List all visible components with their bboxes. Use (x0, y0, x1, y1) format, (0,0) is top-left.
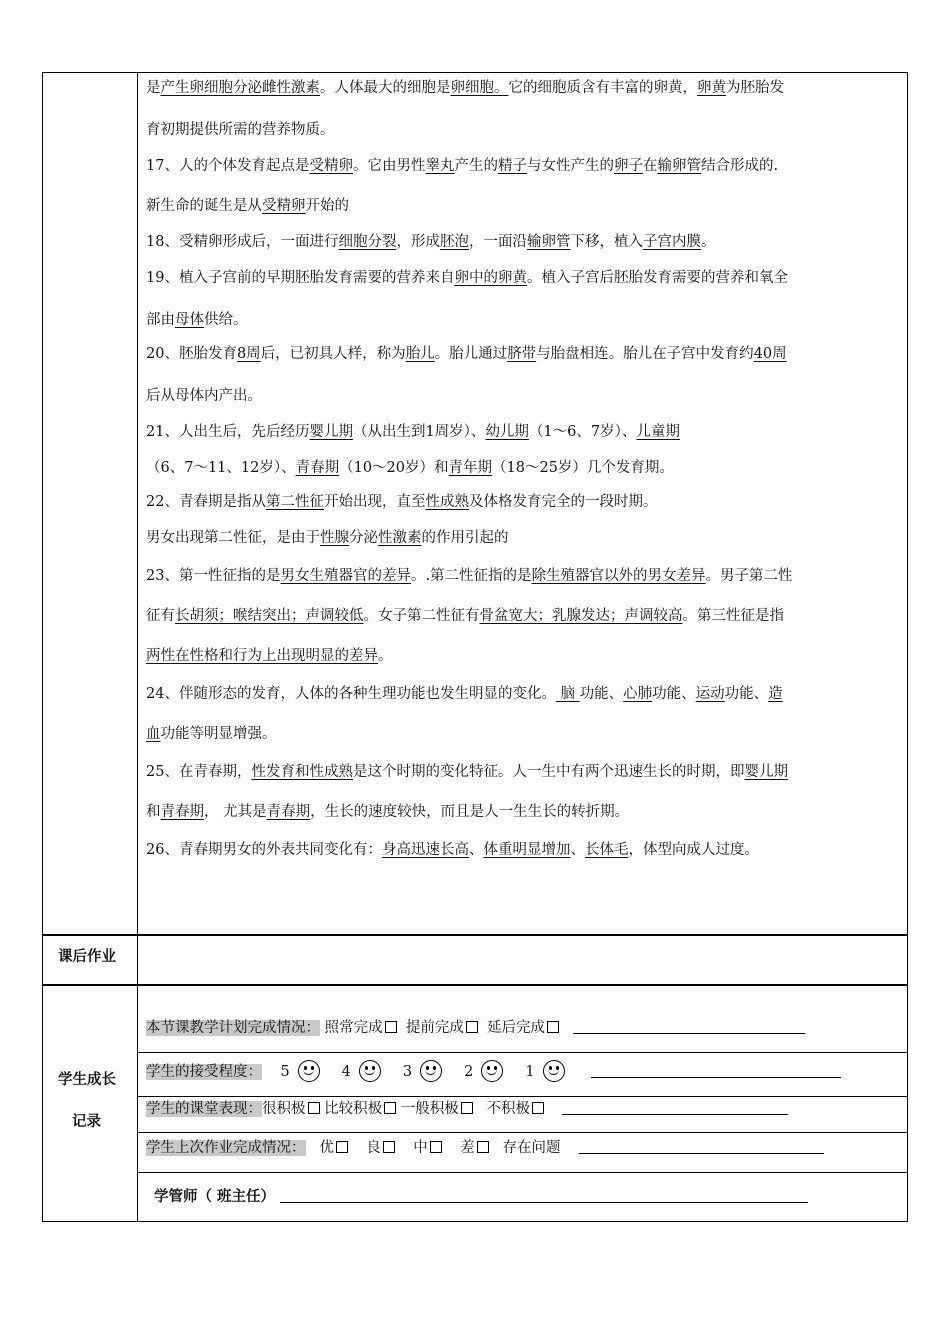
score-1: 1 (525, 1064, 535, 1080)
answer-text: 细胞分裂 (338, 234, 397, 250)
content-text: 、 (468, 842, 484, 858)
content-text: （18～25岁）几个发育期。 (492, 460, 674, 476)
answer-text: 除生殖器官以外的男女差异 (531, 568, 706, 584)
option-early: 提前完成 (405, 1020, 464, 1036)
checkbox-fairly-active[interactable] (384, 1102, 396, 1114)
content-line (146, 840, 896, 860)
answer-text: 身高迅速长高 (381, 842, 469, 858)
option-excellent: 优 (319, 1140, 334, 1156)
content-line (146, 156, 896, 176)
answer-text: 青春期 (266, 804, 311, 820)
content-line (146, 802, 896, 822)
answer-text: 40周 (753, 346, 787, 362)
answer-text: 8周 (236, 346, 261, 362)
content-text: 及体格发育完全的一段时期。 (468, 494, 658, 510)
content-text: 结合形成的. (700, 158, 779, 174)
score-5: 5 (280, 1064, 290, 1080)
answer-text: 睾丸 (425, 158, 455, 174)
answer-text: 卵中的卵黄 (454, 270, 527, 286)
teacher-signature-field[interactable] (280, 1202, 808, 1203)
answer-text: 性成熟 (425, 494, 469, 510)
answer-text: 卵子 (613, 158, 643, 174)
content-text: ，形成 (396, 234, 440, 250)
answer-text: 骨盆宽大；乳腺发达；声调较高 (479, 608, 683, 624)
answer-text: 心肺 (623, 686, 653, 702)
content-line (146, 646, 896, 666)
content-line (146, 310, 896, 330)
answer-text: 运动 (695, 686, 725, 702)
content-text: 为胚胎发 (726, 80, 784, 96)
content-text: ，生长的速度较快，而且是人一生生长的转折期。 (310, 804, 630, 820)
option-inactive: 不积极 (486, 1101, 531, 1117)
content-text: 开始的 (305, 198, 349, 214)
content-line (146, 232, 896, 252)
answer-text: 受精卵 (262, 198, 306, 214)
content-line (146, 458, 896, 478)
acceptance-row (146, 1060, 841, 1082)
content-text: 18、受精卵形成后，一面进行 (146, 234, 339, 250)
answer-text: 输卵管 (526, 234, 571, 250)
table-border-left (42, 72, 43, 1222)
content-text: 是 (146, 80, 161, 96)
plan-completion-label: 本节课教学计划完成情况： (146, 1020, 320, 1036)
content-text: 。植入子宫后胚胎发育需要的营养和氧全 (526, 270, 788, 286)
content-line (146, 724, 896, 744)
row-divider-growth-top (42, 984, 908, 986)
content-text: 。女子第二性征有 (363, 608, 480, 624)
content-text: 17、人的个体发育起点是 (146, 158, 310, 174)
content-text: 功能、 (652, 686, 696, 702)
content-text: 与胎盘相连。胎儿在子宫中发育约 (536, 346, 754, 362)
homework-completion-row (146, 1138, 824, 1158)
answer-text: 性腺 (320, 530, 349, 546)
smiley-icon[interactable] (420, 1060, 442, 1082)
checkbox-poor[interactable] (477, 1141, 489, 1153)
content-text: 男女出现第二性征，是由于 (146, 530, 320, 546)
content-text: 26、青春期男女的外表共同变化有： (146, 842, 382, 858)
answer-text: 长体毛 (584, 842, 629, 858)
checkbox-normal[interactable] (385, 1021, 397, 1033)
score-4: 4 (341, 1064, 351, 1080)
plan-notes-field[interactable] (573, 1033, 805, 1034)
content-line (146, 196, 896, 216)
table-border-right (907, 72, 908, 1222)
option-late: 延后完成 (487, 1020, 546, 1036)
answer-text: 青春期 (160, 804, 204, 820)
issues-label: 存在问题 (502, 1140, 561, 1156)
content-text: 25、在青春期， (146, 764, 252, 780)
content-text: （1～6、7岁）、 (528, 424, 637, 440)
table-column-divider (137, 72, 138, 1222)
content-line (146, 528, 896, 548)
answer-text: 产生卵细胞分泌雌性激素 (160, 80, 320, 96)
answer-text: 胚泡 (439, 234, 469, 250)
content-text: 24、伴随形态的发育，人体的各种生理功能也发生明显的变化。 (146, 686, 556, 702)
content-line (146, 120, 896, 140)
content-text: 。它由男性 (352, 158, 426, 174)
answer-text: 输卵管 (657, 158, 701, 174)
content-text: 。 (378, 648, 393, 664)
content-text: 的作用引起的 (421, 530, 509, 546)
row-divider-homework-top (42, 934, 908, 936)
content-line (146, 566, 896, 586)
checkbox-fair[interactable] (430, 1141, 442, 1153)
content-text: 新生命的诞生是从 (146, 198, 262, 214)
plan-completion-row (146, 1018, 805, 1038)
option-fair: 中 (413, 1140, 428, 1156)
content-text: （从出生到1周岁）、 (352, 424, 486, 440)
content-line (146, 344, 896, 364)
content-text: 下移，植入 (570, 234, 643, 250)
content-text: 。男子第二性 (705, 568, 793, 584)
acceptance-label: 学生的接受程度： (146, 1064, 262, 1080)
homework-completion-label: 学生上次作业完成情况： (146, 1140, 306, 1156)
option-fairly-active: 比较积极 (324, 1101, 383, 1117)
content-text: 。 (700, 234, 716, 250)
answer-text: 脐带 (507, 346, 537, 362)
smiley-icon[interactable] (543, 1060, 565, 1082)
content-text: 21、人出生后，先后经历 (146, 424, 310, 440)
homework-notes-field[interactable] (579, 1153, 824, 1154)
content-text: 部由 (146, 312, 175, 328)
answer-text: 卵细胞。 (450, 80, 509, 96)
content-text: 与女性产生的 (526, 158, 614, 174)
content-text: 开始出现，直至 (323, 494, 426, 510)
content-text: 供给。 (204, 312, 248, 328)
answer-text: 两性在性格和行为上出现明显的差异 (146, 648, 378, 664)
content-text: 功能等明显增强。 (160, 726, 277, 742)
checkbox-good[interactable] (383, 1141, 395, 1153)
content-text: 。胎儿通过 (434, 346, 508, 362)
answer-text: 胎儿 (405, 346, 435, 362)
table-border-top (42, 72, 908, 73)
smiley-icon[interactable] (481, 1060, 503, 1082)
answer-text: 婴儿期 (309, 424, 353, 440)
answer-text: 母体 (175, 312, 204, 328)
content-text: 在 (642, 158, 658, 174)
checkbox-inactive[interactable] (532, 1102, 544, 1114)
option-normal: 照常完成 (324, 1020, 383, 1036)
content-text: 分泌 (349, 530, 378, 546)
content-text: 育初期提供所需的营养物质。 (146, 122, 335, 138)
table-border-bottom (42, 1221, 908, 1222)
answer-text: 青年期 (448, 460, 493, 476)
content-text: 22、青春期是指从 (146, 494, 266, 510)
content-text: 23、第一性征指的是 (146, 568, 281, 584)
option-poor: 差 (460, 1140, 475, 1156)
content-line (146, 492, 896, 512)
content-text: 。人体最大的细胞是 (320, 80, 451, 96)
checkbox-very-active[interactable] (308, 1102, 320, 1114)
content-text: 19、植入子宫前的早期胚胎发育需要的营养来自 (146, 270, 455, 286)
answer-text: 造 (768, 686, 783, 702)
smiley-icon[interactable] (298, 1060, 320, 1082)
option-average: 一般积极 (400, 1101, 459, 1117)
answer-text: 性发育和性成熟 (251, 764, 353, 780)
content-text: 。第三性征是指 (682, 608, 784, 624)
checkbox-early[interactable] (466, 1021, 478, 1033)
growth-record-label: 学生成长 (58, 1072, 116, 1088)
answer-text: 儿童期 (636, 424, 680, 440)
answer-text: 卵黄 (697, 80, 726, 96)
homework-label: 课后作业 (58, 949, 116, 965)
class-performance-notes-field[interactable] (562, 1114, 788, 1115)
checkbox-excellent[interactable] (336, 1141, 348, 1153)
content-text: ，一面沿 (468, 234, 527, 250)
acceptance-notes-field[interactable] (591, 1077, 841, 1078)
answer-text: 子宫内膜 (642, 234, 701, 250)
answer-text: 精子 (497, 158, 527, 174)
content-line (146, 762, 896, 782)
content-text: 是这个时期的变化特征。人一生中有两个迅速生长的时期，即 (352, 764, 745, 780)
content-text: 它的细胞质含有丰富的卵黄， (508, 80, 697, 96)
content-text: 后，已初具人样，称为 (260, 346, 406, 362)
teacher-row (154, 1187, 808, 1207)
answer-text: 婴儿期 (744, 764, 788, 780)
checkbox-late[interactable] (547, 1021, 559, 1033)
content-text: （10～20岁）和 (339, 460, 449, 476)
content-line (146, 78, 896, 98)
answer-text: 男女生殖器官的差异 (280, 568, 411, 584)
score-3: 3 (402, 1064, 413, 1080)
answer-text: 血 (146, 726, 161, 742)
teacher-label: 学管师（ 班主任） (154, 1189, 276, 1205)
option-very-active: 很积极 (262, 1101, 306, 1117)
content-text: 征有 (146, 608, 175, 624)
class-performance-label: 学生的课堂表现： (146, 1101, 262, 1117)
content-line (146, 386, 896, 406)
content-text: 功能、 (579, 686, 624, 702)
row-divider (137, 1096, 908, 1097)
class-performance-row (146, 1099, 788, 1119)
content-text: 后从母体内产出。 (146, 388, 262, 404)
content-text: 。.第二性征指的是 (410, 568, 532, 584)
row-divider (137, 1132, 908, 1133)
row-divider (137, 1052, 908, 1053)
content-line (146, 606, 896, 626)
option-good: 良 (366, 1140, 381, 1156)
smiley-icon[interactable] (359, 1060, 381, 1082)
content-text: 产生的 (454, 158, 498, 174)
growth-record-label-2: 记录 (72, 1114, 101, 1130)
content-line (146, 422, 896, 442)
content-line (146, 684, 896, 704)
content-text: 20、胚胎发育 (146, 346, 237, 362)
content-text: ， 尤其是 (204, 804, 267, 820)
answer-text: 性激素 (378, 530, 422, 546)
lesson-record-table (42, 72, 908, 1222)
answer-text: 幼儿期 (485, 424, 529, 440)
answer-text: 脑 (555, 686, 580, 702)
score-2: 2 (464, 1064, 474, 1080)
content-text: ，体型向成人过度。 (628, 842, 759, 858)
answer-text: 体重明显增加 (483, 842, 571, 858)
content-line (146, 268, 896, 288)
checkbox-average[interactable] (461, 1102, 473, 1114)
content-text: 功能、 (724, 686, 769, 702)
row-divider (137, 1172, 908, 1173)
content-text: 和 (146, 804, 161, 820)
answer-text: 第二性征 (265, 494, 324, 510)
content-text: （6、7～11、12岁）、 (146, 460, 296, 476)
answer-text: 受精卵 (309, 158, 353, 174)
content-text: 、 (570, 842, 585, 858)
answer-text: 青春期 (295, 460, 340, 476)
answer-text: 长胡须；喉结突出；声调较低 (175, 608, 364, 624)
